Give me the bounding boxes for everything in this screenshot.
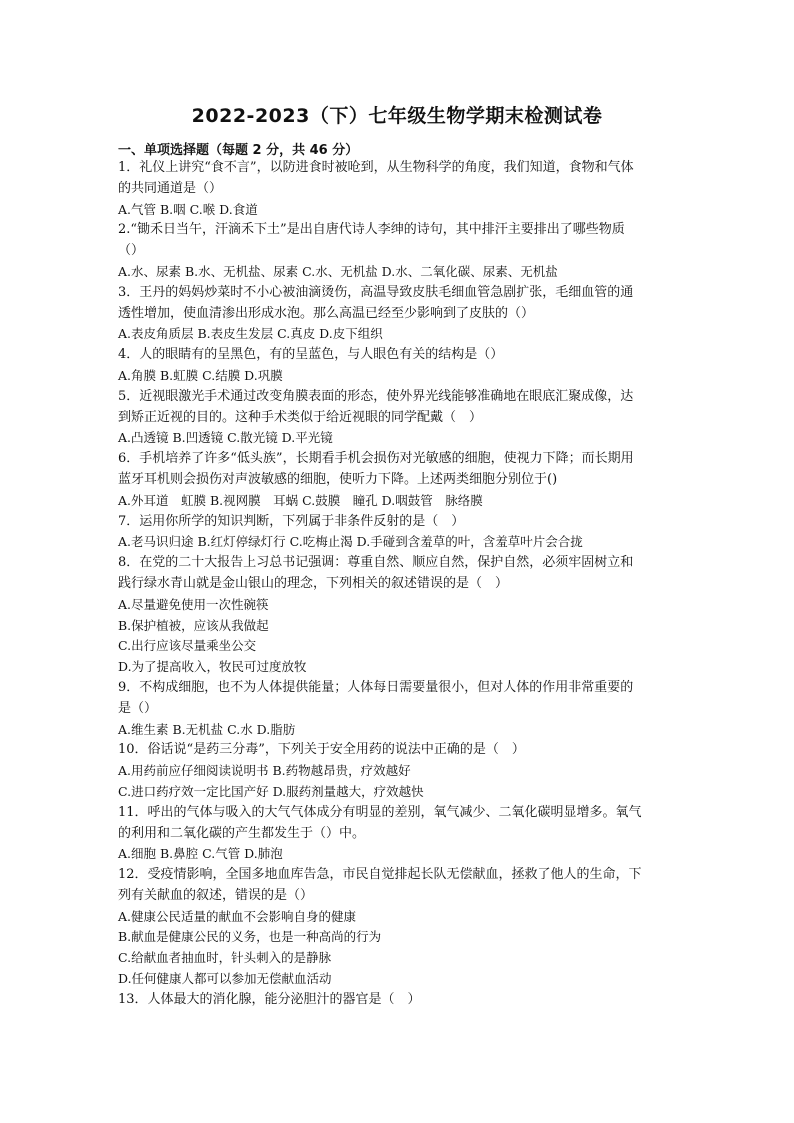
- question-text: 到矫正近视的目的。这种手术类似于给近视眼的同学配戴（ ）: [118, 409, 483, 425]
- question-text: 列有关献血的叙述，错误的是（）: [118, 887, 314, 903]
- question-text: （）: [118, 243, 145, 259]
- question-body: [118, 158, 678, 1011]
- question-text: 是（）: [118, 700, 158, 716]
- answer-options: C.出行应该尽量乘坐公交: [118, 638, 257, 654]
- answer-options: A.维生素 B.无机盐 C.水 D.脂肪: [118, 721, 296, 737]
- answer-options: A.外耳道 虹膜 B.视网膜 耳蜗 C.鼓膜 瞳孔 D.咽鼓管 脉络膜: [118, 492, 483, 508]
- question-text: 8．在党的二十大报告上习总书记强调：尊重自然、顺应自然，保护自然，必须牢固树立和: [118, 555, 634, 571]
- answer-options: A.水、尿素 B.水、无机盐、尿素 C.水、无机盐 D.水、二氧化碳、尿素、无机盐: [118, 263, 558, 279]
- question-text: 12．受疫情影响，全国多地血库告急，市民自觉排起长队无偿献血，拯救了他人的生命，下: [118, 867, 642, 883]
- question-text: 1．礼仪上讲究“食不言”，以防进食时被呛到，从生物科学的角度，我们知道，食物和气体: [118, 160, 634, 175]
- question-text: 3．王丹的妈妈炒菜时不小心被油滴烫伤，高温导致皮肤毛细血管急剧扩张，毛细血管的通: [118, 284, 634, 300]
- answer-options: A.健康公民适量的献血不会影响自身的健康: [118, 908, 357, 924]
- answer-options: A.凸透镜 B.凹透镜 C.散光镜 D.平光镜: [118, 430, 333, 446]
- answer-options: B.保护植被，应该从我做起: [118, 617, 269, 633]
- question-text: 11．呼出的气体与吸入的大气气体成分有明显的差别，氧气减少、二氧化碳明显增多。氧气: [118, 804, 642, 820]
- question-text: 9．不构成细胞，也不为人体提供能量；人体每日需要量很小，但对人体的作用非常重要的: [118, 679, 634, 695]
- question-text: 4．人的眼睛有的呈黑色，有的呈蓝色，与人眼色有关的结构是（）: [118, 347, 504, 363]
- answer-options: B.献血是健康公民的义务，也是一种高尚的行为: [118, 929, 382, 945]
- question-text: 的利用和二氧化碳的产生都发生于（）中。: [118, 825, 366, 841]
- question-text: 透性增加，使血清渗出形成水泡。那么高温已经至少影响到了皮肤的（）: [118, 305, 535, 321]
- question-text: 的共同通道是（）: [118, 180, 223, 196]
- answer-options: C.给献血者抽血时，针头刺入的是静脉: [118, 950, 332, 966]
- question-text: 6．手机培养了许多“低头族”，长期看手机会损伤对光敏感的细胞，使视力下降；而长期用: [118, 451, 634, 467]
- question-text: 7．运用你所学的知识判断，下列属于非条件反射的是（ ）: [118, 513, 465, 529]
- answer-options: A.老马识归途 B.红灯停绿灯行 C.吃梅止渴 D.手碰到含羞草的叶，含羞草叶片会合拢: [118, 534, 583, 550]
- answer-options: A.细胞 B.鼻腔 C.气管 D.肺泡: [118, 846, 283, 862]
- question-text: 蓝牙耳机则会损伤对声波敏感的细胞，使听力下降。上述两类细胞分别位于(): [118, 471, 558, 487]
- answer-options: A.气管 B.咽 C.喉 D.食道: [118, 201, 258, 217]
- question-text: 13．人体最大的消化腺，能分泌胆汁的器官是（ ）: [118, 991, 421, 1007]
- question-text: 践行绿水青山就是金山银山的理念，下列相关的叙述错误的是（ ）: [118, 575, 509, 591]
- answer-options: D.为了提高收入，牧民可过度放牧: [118, 659, 307, 675]
- answer-options: C.进口药疗效一定比国产好 D.服药剂量越大，疗效越快: [118, 783, 424, 799]
- answer-options: A.用药前应仔细阅读说明书 B.药物越昂贵，疗效越好: [118, 763, 411, 779]
- answer-options: D.任何健康人都可以参加无偿献血活动: [118, 971, 332, 987]
- section-heading: 一、单项选择题（每题 2 分，共 46 分）: [118, 143, 359, 158]
- question-text: 10．俗话说“是药三分毒”，下列关于安全用药的说法中正确的是（ ）: [118, 742, 525, 758]
- page-title: 2022-2023（下）七年级生物学期末检测试卷: [191, 105, 603, 127]
- answer-options: A.表皮角质层 B.表皮生发层 C.真皮 D.皮下组织: [118, 326, 383, 342]
- answer-options: A.尽量避免使用一次性碗筷: [118, 596, 269, 612]
- question-text: 2.“锄禾日当午，汗滴禾下土”是出自唐代诗人李绅的诗句，其中排汗主要排出了哪些物质: [118, 222, 625, 238]
- question-text: 5．近视眼激光手术通过改变角膜表面的形态，使外界光线能够准确地在眼底汇聚成像，达: [118, 388, 634, 404]
- answer-options: A.角膜 B.虹膜 C.结膜 D.巩膜: [118, 367, 283, 383]
